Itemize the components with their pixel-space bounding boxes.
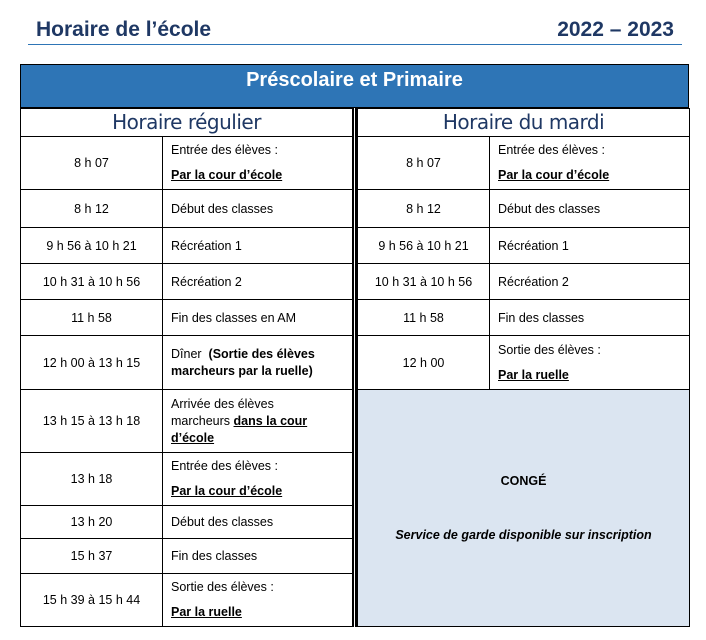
time-cell: 11 h 58	[358, 300, 490, 336]
desc-text: Dîner	[171, 346, 202, 361]
desc-cell	[163, 453, 353, 506]
desc-cell: Début des classes	[163, 506, 353, 539]
desc-text-underlined: dans la cour	[233, 413, 308, 428]
header-year: 2022 – 2023	[557, 18, 674, 41]
time-cell: 8 h 07	[358, 137, 490, 190]
table-row	[21, 574, 353, 627]
desc-cell	[163, 336, 353, 390]
desc-cell: Début des classes	[490, 190, 690, 228]
tuesday-heading: Horaire du mardi	[358, 109, 690, 137]
desc-line: Sortie des élèves :	[171, 580, 274, 594]
time-cell: 8 h 12	[21, 190, 163, 228]
table-row	[358, 300, 690, 336]
time-cell: 8 h 12	[358, 190, 490, 228]
desc-cell: Récréation 1	[163, 228, 353, 264]
desc-cell	[163, 574, 353, 627]
time-cell: 10 h 31 à 10 h 56	[358, 264, 490, 300]
table-row	[358, 336, 690, 390]
tuesday-schedule-table	[357, 108, 690, 627]
desc-text-bold: (Sortie des élèves	[208, 346, 315, 361]
time-cell: 8 h 07	[21, 137, 163, 190]
regular-schedule-table	[20, 108, 353, 627]
desc-cell	[163, 137, 353, 190]
desc-line: d’école	[171, 430, 215, 445]
desc-cell: Récréation 2	[490, 264, 690, 300]
regular-heading: Horaire régulier	[21, 109, 353, 137]
header-title: Horaire de l’école	[36, 18, 212, 41]
desc-line: Sortie des élèves :	[498, 342, 601, 357]
desc-cell	[490, 137, 690, 190]
time-cell: 9 h 56 à 10 h 21	[358, 228, 490, 264]
desc-cell: Fin des classes	[163, 539, 353, 574]
conge-cell	[358, 390, 690, 627]
table-row	[21, 137, 353, 190]
time-cell: 10 h 31 à 10 h 56	[21, 264, 163, 300]
table-row	[21, 336, 353, 390]
time-cell: 13 h 18	[21, 453, 163, 506]
desc-cell: Début des classes	[163, 190, 353, 228]
time-cell: 11 h 58	[21, 300, 163, 336]
section-banner: Préscolaire et Primaire	[20, 64, 689, 108]
time-cell: 15 h 39 à 15 h 44	[21, 574, 163, 627]
desc-line: Entrée des élèves :	[171, 459, 279, 473]
desc-line: Par la ruelle	[171, 605, 242, 619]
desc-cell	[163, 390, 353, 453]
desc-line: Par la ruelle	[498, 367, 569, 382]
desc-line	[171, 346, 352, 363]
time-cell: 12 h 00	[358, 336, 490, 390]
table-row	[21, 539, 353, 574]
header-rule	[28, 44, 682, 45]
table-row	[358, 190, 690, 228]
conge-title: CONGÉ	[500, 474, 547, 488]
conge-subtitle: Service de garde disponible sur inscription	[395, 528, 652, 542]
desc-cell: Fin des classes	[490, 300, 690, 336]
table-row	[21, 190, 353, 228]
desc-text: marcheurs	[171, 413, 231, 428]
table-row	[21, 228, 353, 264]
time-cell: 12 h 00 à 13 h 15	[21, 336, 163, 390]
table-row	[358, 228, 690, 264]
desc-line: Entrée des élèves :	[498, 143, 606, 157]
time-cell: 13 h 20	[21, 506, 163, 539]
time-cell: 13 h 15 à 13 h 18	[21, 390, 163, 453]
desc-cell	[490, 336, 690, 390]
table-row	[21, 453, 353, 506]
time-cell: 9 h 56 à 10 h 21	[21, 228, 163, 264]
table-row	[21, 300, 353, 336]
desc-line: Arrivée des élèves	[171, 396, 274, 411]
table-row	[358, 264, 690, 300]
desc-line: Entrée des élèves :	[171, 143, 279, 157]
desc-cell: Récréation 1	[490, 228, 690, 264]
desc-cell: Fin des classes en AM	[163, 300, 353, 336]
table-row	[21, 506, 353, 539]
desc-line	[171, 413, 352, 430]
table-row	[21, 264, 353, 300]
table-row	[21, 390, 353, 453]
desc-line: Par la cour d’école	[171, 168, 283, 182]
time-cell: 15 h 37	[21, 539, 163, 574]
desc-line: marcheurs par la ruelle)	[171, 363, 313, 378]
table-row	[358, 137, 690, 190]
desc-line: Par la cour d’école	[498, 168, 610, 182]
desc-cell: Récréation 2	[163, 264, 353, 300]
desc-line: Par la cour d’école	[171, 484, 283, 498]
